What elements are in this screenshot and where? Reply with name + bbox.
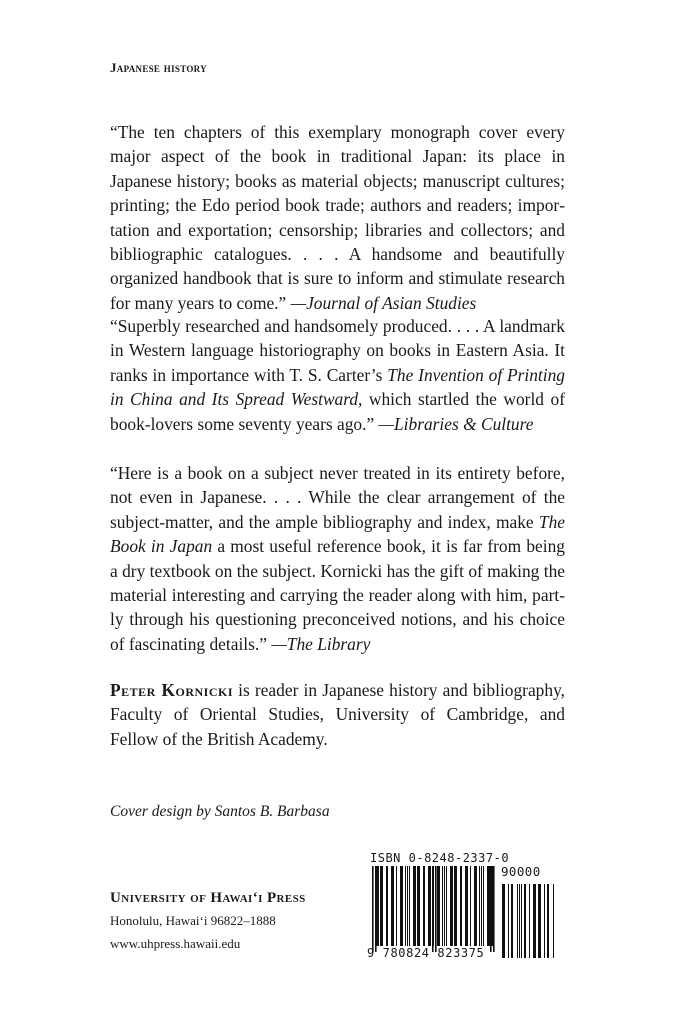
review-quote-3 [110,461,565,656]
barcode-bar [553,884,554,958]
barcode-bar [380,866,383,946]
quoted-book-title: The Book in Japan [110,511,565,557]
barcode-bar [407,866,408,946]
barcode-guard-bar [432,866,434,952]
author-name: Peter Kornicki [110,680,233,700]
barcode-bar [538,884,541,958]
cover-design-credit: Cover design by Santos B. Barbasa [110,803,330,820]
author-bio [110,678,565,751]
barcode-bar [460,866,462,946]
barcode-guard-bar [435,866,437,952]
barcode-bar [547,884,549,958]
barcode-bar [483,866,484,946]
barcode-bar [517,884,518,958]
barcode-bar [400,866,403,946]
barcode-bar [481,866,482,946]
barcode-bar [444,866,445,946]
barcode-bar [511,884,513,958]
barcode-bar [396,866,397,946]
barcode-guard-bar [372,866,374,952]
quote-text: “Here is a book on a subject never treated in its entirety before, not even in Japanese. . . . While the clear arrangement of the subject-matter, and the ample bibliography and index, make [110,463,565,532]
barcode-bar [533,884,536,958]
quote-text: “The ten chapters of this exemplary monograph cover every major aspect of the book in traditional Japan: its place in Japanese history; books as material objects; manuscript cultures; printing; the Edo period book trade; authors and readers; importation and exportation; censorship; libraries and collectors; and bibliographic catalogues. . . . A handsome and beautifully organized handbook that is sure to inform and stimulate research for many years to come.” [110,122,565,313]
quote-text-continued: a most useful reference book, it is far from being a dry textbook on the subject. Kornicki has the gift of making the material interesting and carrying the reader along with him, partly through his questioning preconceived notions, and his choice of fascinating details.” [110,536,565,654]
barcode-bar [386,866,388,946]
ean-digits: 9 780824 823375 [367,946,485,960]
barcode-guard-bar [375,866,377,952]
barcode-bar [487,866,490,946]
barcode-bar [470,866,471,946]
barcode-bar [519,884,520,958]
review-quote-1 [110,120,565,315]
barcode-bar [479,866,480,946]
barcode-bar [450,866,453,946]
barcode-addon-digits: 90000 [501,864,541,879]
barcode-bar [446,866,447,946]
barcode-bar [465,866,468,946]
publisher-name: University of Hawai‘i Press [110,890,306,906]
barcode-bar [508,884,509,958]
quote-source: —The Library [271,633,371,654]
quote-text-continued: which startled the world of book-lovers some seventy years ago.” [110,389,565,434]
barcode-guard-bar [493,866,495,952]
author-bio-text: is reader in Japanese history and bibliography, Faculty of Oriental Studies, University of Cambridge, and Fellow of the British Academy. [110,680,565,749]
quoted-book-title: The Invention of Printing in China and Its Spread Westward, [110,364,565,410]
barcode-bar [413,866,416,946]
quote-source: —Journal of Asian Studies [290,292,477,313]
barcode-bar [423,866,425,946]
barcode-bar [454,866,457,946]
publisher-url: www.uhpress.hawaii.edu [110,936,241,951]
barcode-bar [544,884,545,958]
quote-text: “Superbly researched and handsomely produced. . . . A landmark in Western language historiography on books in Eastern Asia. It ranks in importance with T. S. Carter’s [110,316,565,385]
barcode-bar [502,884,505,958]
barcode-bar [417,866,420,946]
barcode-bar [521,884,522,958]
barcode-bar [529,884,530,958]
quote-source: —Libraries & Culture [378,413,534,434]
barcode-bar [442,866,443,946]
category-label: Japanese history [110,60,207,75]
publisher-address: Honolulu, Hawai‘i 96822–1888 [110,913,276,928]
barcode-bar [474,866,477,946]
barcode-bar [391,866,394,946]
barcode-bar [409,866,410,946]
barcode-bar [437,866,440,946]
barcode-guard-bar [490,866,492,952]
isbn-label: ISBN 0-8248-2337-0 [370,851,510,865]
review-quote-2 [110,314,565,436]
barcode-bar [524,884,526,958]
barcode-bar [428,866,431,946]
barcode-bar [405,866,406,946]
